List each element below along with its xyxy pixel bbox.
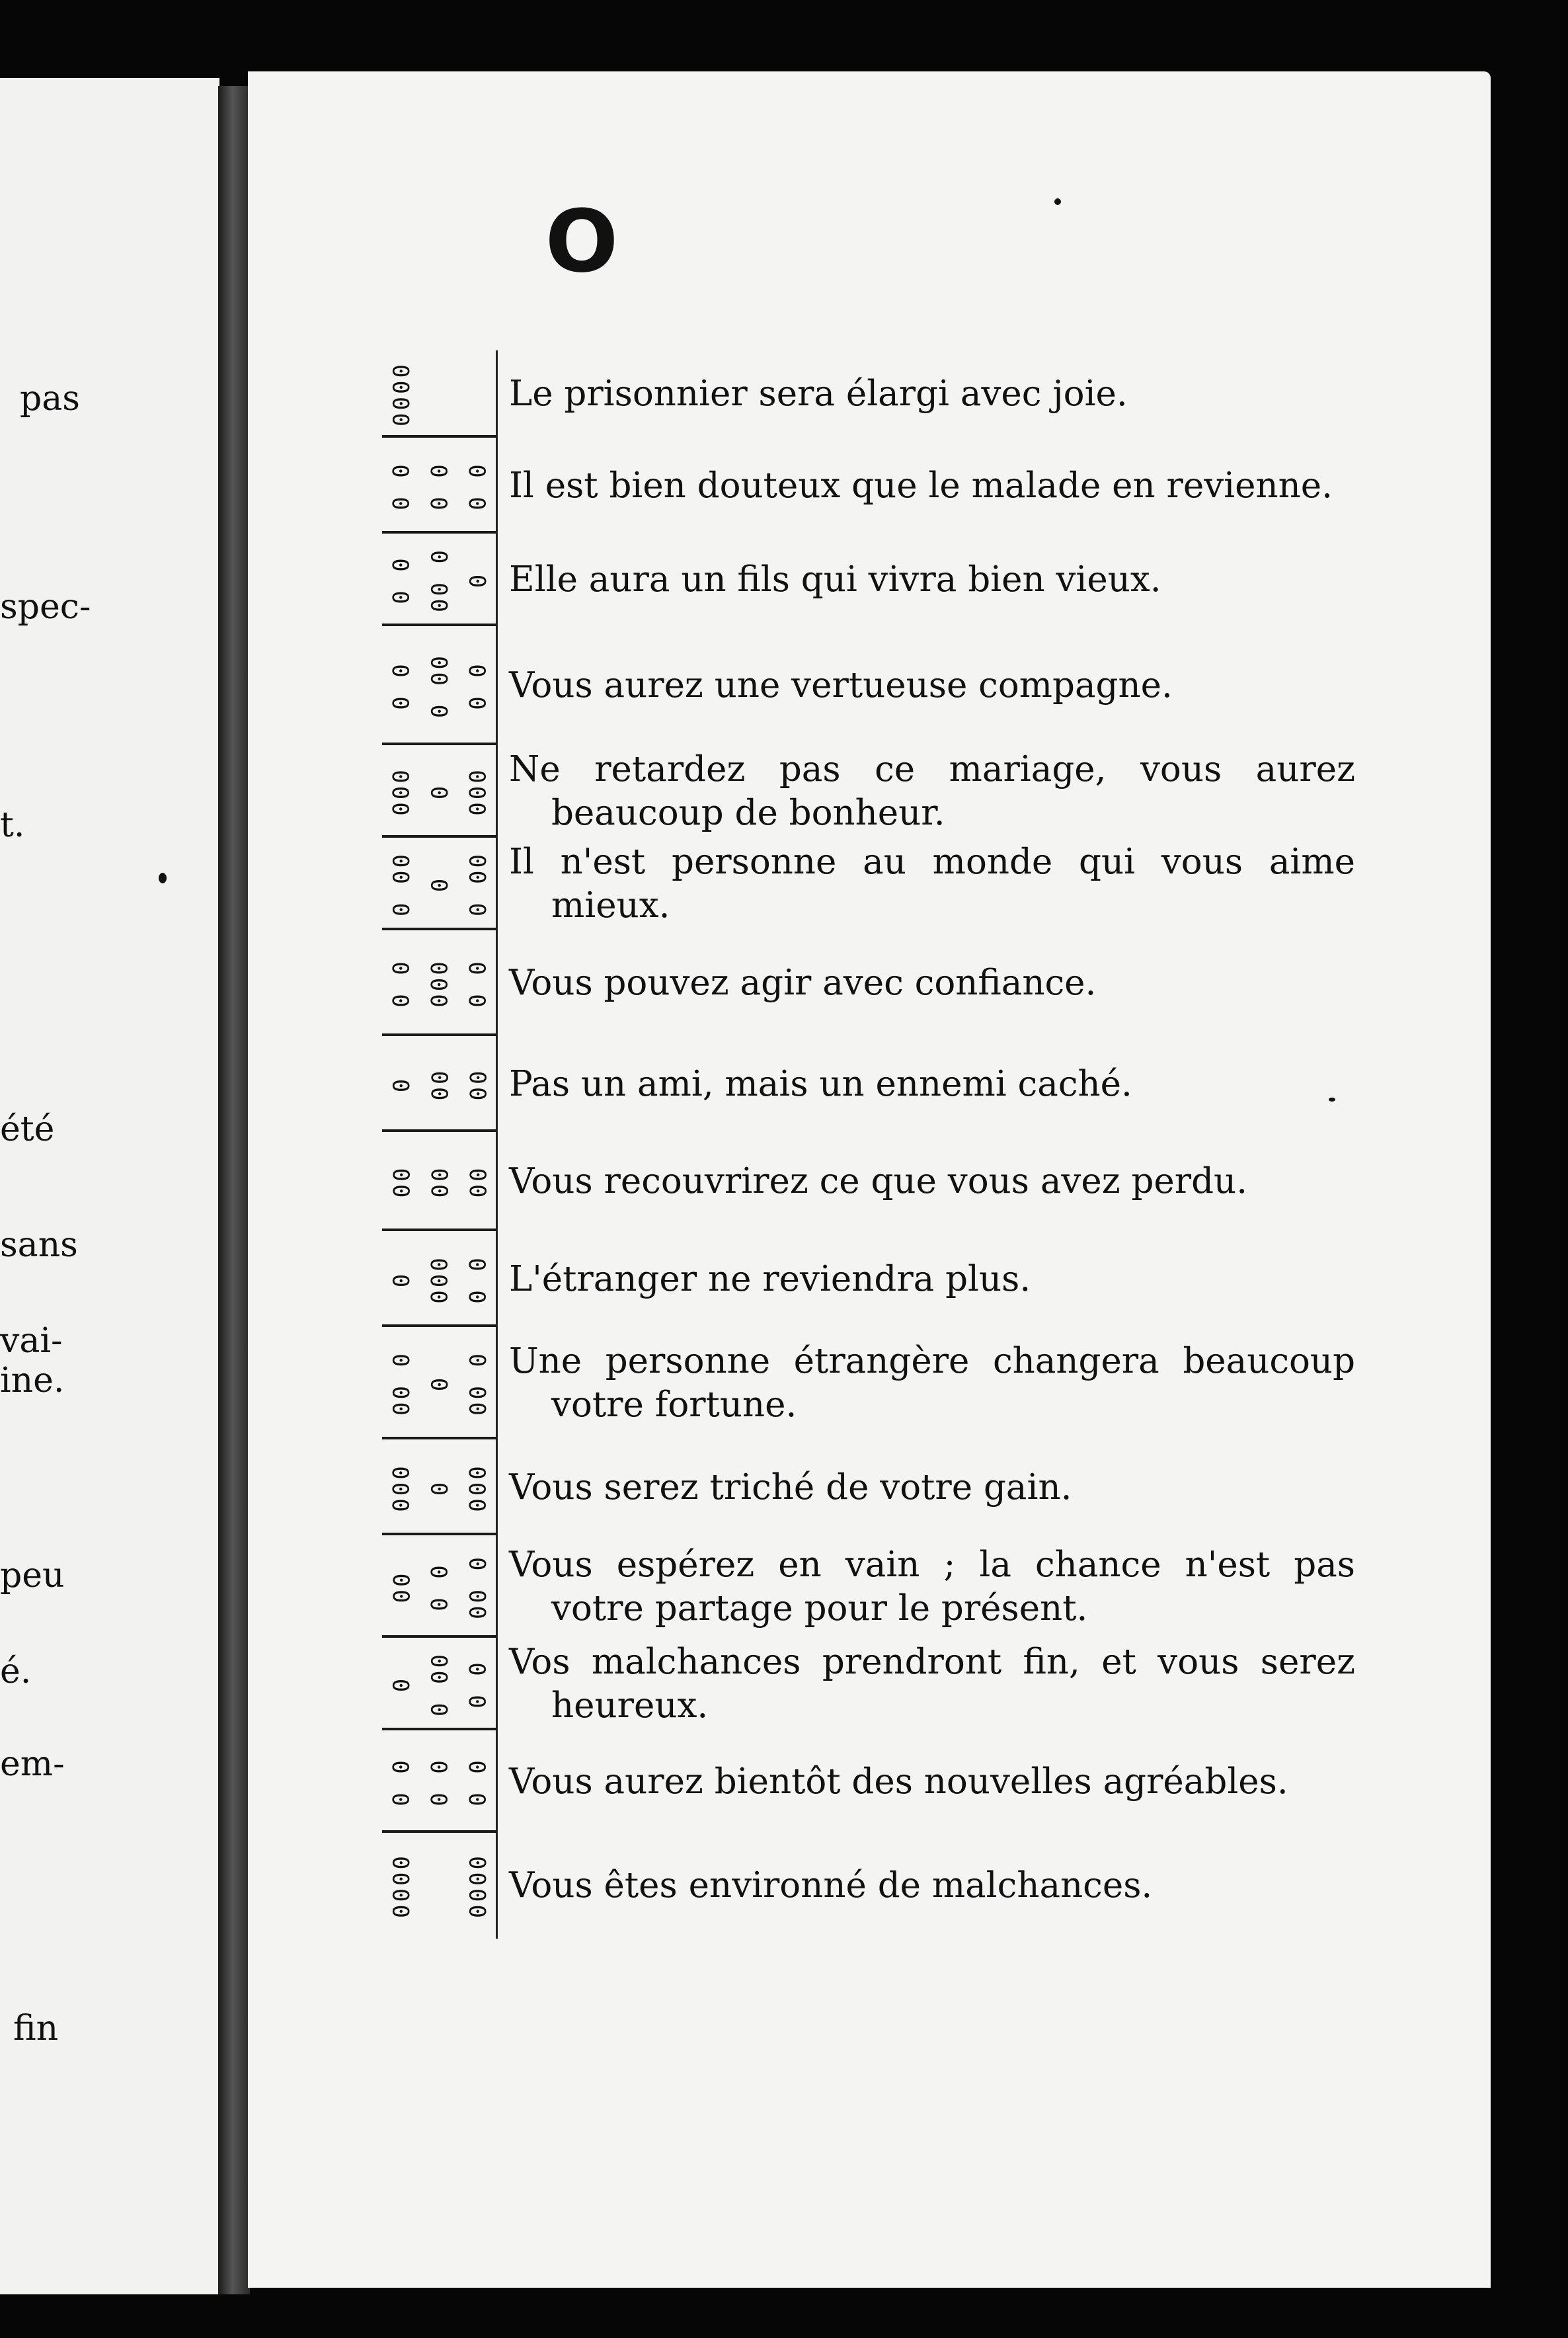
dot-code-value: 0 0 bbox=[389, 1757, 416, 1806]
dot-code-column bbox=[383, 1833, 420, 1939]
oracle-text bbox=[509, 1327, 1355, 1439]
oracle-text bbox=[509, 1036, 1355, 1132]
dot-code-value: 0 0 bbox=[465, 959, 492, 1008]
oracle-text bbox=[509, 930, 1355, 1036]
oracle-text-content: Il est bien douteux que le malade en revienne. bbox=[509, 465, 1333, 506]
dot-code-column bbox=[422, 350, 459, 438]
dot-code-column bbox=[460, 438, 497, 534]
dot-code-value: 0 0 bbox=[465, 1254, 492, 1304]
dot-code bbox=[377, 350, 498, 438]
dot-code-value: 00 0 bbox=[465, 1554, 492, 1619]
oracle-text bbox=[509, 838, 1355, 930]
dot-code-column bbox=[460, 534, 497, 626]
oracle-entry bbox=[377, 838, 1355, 930]
oracle-text-content: Vous aurez bientôt des nouvelles agréables. bbox=[509, 1761, 1288, 1802]
dot-code-column bbox=[383, 838, 420, 930]
dot-code-value: 000 bbox=[389, 1463, 416, 1512]
dot-code-value: 000 bbox=[389, 767, 416, 816]
oracle-text-content: Elle aura un fils qui vivra bien vieux. bbox=[509, 559, 1161, 600]
left-fragment: spec- bbox=[0, 587, 91, 627]
dot-code-value: 0 0 bbox=[389, 661, 416, 710]
dot-code-value: 0 bbox=[426, 1375, 453, 1392]
oracle-entry bbox=[377, 350, 1355, 438]
oracle-entry bbox=[377, 1327, 1355, 1439]
dot-code-column bbox=[383, 350, 420, 438]
oracle-text-content: Vous pouvez agir avec confiance. bbox=[509, 963, 1097, 1003]
oracle-text bbox=[509, 745, 1355, 838]
dot-code-column bbox=[422, 438, 459, 534]
left-fragment: pas bbox=[20, 379, 80, 419]
dot-code-value: 0 bbox=[426, 875, 453, 893]
dot-code-value: 0000 bbox=[389, 1853, 416, 1918]
oracle-entry bbox=[377, 1638, 1355, 1730]
dot-code-column bbox=[460, 1132, 497, 1231]
dot-code-column bbox=[422, 626, 459, 745]
dot-code-value: 00 0 bbox=[389, 1351, 416, 1416]
dot-code-column bbox=[422, 1132, 459, 1231]
dot-code-column bbox=[383, 1327, 420, 1439]
oracle-entry bbox=[377, 930, 1355, 1036]
dot-code-value: 00 0 bbox=[465, 1351, 492, 1416]
dot-code-value: 0 bbox=[388, 1675, 415, 1693]
left-fragment: t. bbox=[0, 805, 25, 845]
oracle-text bbox=[509, 1231, 1355, 1327]
dot-code-value: 0000 bbox=[465, 1853, 492, 1918]
dot-code-column bbox=[383, 438, 420, 534]
dot-code-column bbox=[460, 1638, 497, 1730]
dot-code-column bbox=[460, 1730, 497, 1833]
dot-code-column bbox=[422, 745, 459, 838]
dot-code-value: 0 0 bbox=[427, 1562, 454, 1611]
dot-code-value: 0 00 bbox=[427, 1652, 454, 1716]
dot-code-column bbox=[460, 838, 497, 930]
dot-code-value: 00 bbox=[465, 1068, 492, 1100]
dot-code-column bbox=[422, 1231, 459, 1327]
dot-code-column bbox=[422, 1036, 459, 1132]
oracle-text bbox=[509, 1638, 1355, 1730]
oracle-entry bbox=[377, 1439, 1355, 1535]
dot-code-value: 000 bbox=[427, 1254, 454, 1304]
dot-code-column bbox=[460, 1833, 497, 1939]
dot-code-column bbox=[460, 1231, 497, 1327]
dot-code-column bbox=[460, 1439, 497, 1535]
dot-code-value: 0 00 bbox=[465, 852, 492, 916]
dot-code-column bbox=[383, 745, 420, 838]
dot-code-value: 0 0 bbox=[427, 1757, 454, 1806]
dot-code bbox=[377, 930, 498, 1036]
oracle-text bbox=[509, 438, 1355, 534]
dot-code-value: 0 0 bbox=[465, 1660, 492, 1709]
left-fragment: sans bbox=[0, 1225, 78, 1265]
dot-code-value: 0 0 bbox=[389, 959, 416, 1008]
oracle-text-content: Vous recouvrirez ce que vous avez perdu. bbox=[509, 1161, 1248, 1201]
dot-code-column bbox=[422, 1535, 459, 1638]
oracle-table bbox=[377, 350, 1355, 1984]
dot-code bbox=[377, 1132, 498, 1231]
dot-code-column bbox=[422, 838, 459, 930]
oracle-text bbox=[509, 1535, 1355, 1638]
dot-code-column bbox=[460, 626, 497, 745]
oracle-text bbox=[509, 1833, 1355, 1939]
dot-code-value: 0 00 bbox=[427, 653, 454, 718]
oracle-entry bbox=[377, 1535, 1355, 1638]
dot-code-value: 0000 bbox=[389, 362, 416, 426]
oracle-text-content: Ne retardez pas ce mariage, vous aurez beaucoup de bonheur. bbox=[509, 749, 1355, 833]
oracle-entry bbox=[377, 1730, 1355, 1833]
dot-code-value: 00 bbox=[388, 1165, 415, 1198]
dot-code-column bbox=[422, 1638, 459, 1730]
dot-code-column bbox=[383, 1730, 420, 1833]
dot-code-column bbox=[422, 1439, 459, 1535]
speck bbox=[159, 873, 167, 883]
book-spine bbox=[218, 86, 250, 2294]
dot-code bbox=[377, 1535, 498, 1638]
left-fragment: été bbox=[0, 1109, 55, 1149]
oracle-text-content: Le prisonnier sera élargi avec joie. bbox=[509, 374, 1128, 414]
oracle-text-content: Vos malchances prendront fin, et vous serez heureux. bbox=[509, 1642, 1355, 1726]
dot-code bbox=[377, 438, 498, 534]
speck bbox=[1054, 198, 1061, 205]
dot-code-column bbox=[422, 534, 459, 626]
page-letter: O bbox=[545, 191, 619, 292]
dot-code-column bbox=[383, 1638, 420, 1730]
dot-code-value: 0 bbox=[388, 1076, 415, 1092]
dot-code-value: 00 bbox=[426, 1165, 453, 1198]
dot-code-column bbox=[422, 930, 459, 1036]
dot-code-column bbox=[460, 350, 497, 438]
oracle-text bbox=[509, 1132, 1355, 1231]
dot-code-value: 0 0 bbox=[389, 555, 416, 604]
oracle-text-content: Vous serez triché de votre gain. bbox=[509, 1467, 1072, 1508]
left-fragment: fin bbox=[13, 2009, 59, 2048]
dot-code-column bbox=[383, 1439, 420, 1535]
oracle-entry bbox=[377, 1833, 1355, 1939]
dot-code-value: 0 0 bbox=[465, 661, 492, 710]
dot-code-value: 0 bbox=[426, 1479, 453, 1496]
dot-code-value: 00 bbox=[465, 1165, 492, 1198]
dot-code bbox=[377, 534, 498, 626]
left-fragment: é. bbox=[0, 1652, 32, 1691]
dot-code-column bbox=[422, 1833, 459, 1939]
dot-code bbox=[377, 626, 498, 745]
oracle-text-content: Une personne étrangère changera beaucoup votre fortune. bbox=[509, 1341, 1355, 1425]
dot-code-column bbox=[422, 1327, 459, 1439]
dot-code-value: 0 bbox=[465, 571, 492, 588]
oracle-entry bbox=[377, 626, 1355, 745]
oracle-text bbox=[509, 626, 1355, 745]
dot-code bbox=[377, 1036, 498, 1132]
oracle-entry bbox=[377, 745, 1355, 838]
dot-code-column bbox=[383, 1535, 420, 1638]
oracle-text-content: Vous aurez une vertueuse compagne. bbox=[509, 665, 1173, 705]
dot-code bbox=[377, 1231, 498, 1327]
dot-code-column bbox=[383, 1132, 420, 1231]
dot-code-column bbox=[383, 1036, 420, 1132]
left-page bbox=[0, 78, 219, 2294]
oracle-text bbox=[509, 350, 1355, 438]
dot-code-column bbox=[460, 1327, 497, 1439]
oracle-text-content: Vous espérez en vain ; la chance n'est pas votre partage pour le présent. bbox=[509, 1544, 1355, 1629]
dot-code-column bbox=[460, 745, 497, 838]
dot-code-value: 0 00 bbox=[389, 852, 416, 916]
left-fragment: peu bbox=[0, 1556, 65, 1595]
oracle-entry bbox=[377, 1132, 1355, 1231]
dot-code bbox=[377, 1833, 498, 1939]
dot-code-value: 0 bbox=[388, 1271, 415, 1287]
dot-code-value: 000 bbox=[427, 959, 454, 1008]
oracle-text bbox=[509, 1439, 1355, 1535]
oracle-entry bbox=[377, 438, 1355, 534]
oracle-text bbox=[509, 1730, 1355, 1833]
oracle-text-content: L'étranger ne reviendra plus. bbox=[509, 1258, 1031, 1299]
dot-code-column bbox=[383, 930, 420, 1036]
dot-code-column bbox=[383, 626, 420, 745]
oracle-text bbox=[509, 534, 1355, 626]
dot-code bbox=[377, 838, 498, 930]
oracle-entry bbox=[377, 1231, 1355, 1327]
dot-code-column bbox=[422, 1730, 459, 1833]
speck bbox=[1329, 1098, 1335, 1102]
dot-code bbox=[377, 1327, 498, 1439]
oracle-text-content: Vous êtes environné de malchances. bbox=[509, 1865, 1153, 1906]
left-fragment: ine. bbox=[0, 1361, 65, 1400]
dot-code-value: 00 0 bbox=[427, 547, 454, 612]
dot-code-column bbox=[383, 534, 420, 626]
dot-code-value: 0 0 bbox=[465, 461, 492, 510]
dot-code-value: 0 0 bbox=[427, 461, 454, 510]
dot-code-column bbox=[460, 1036, 497, 1132]
dot-code bbox=[377, 1638, 498, 1730]
left-fragment: em- bbox=[0, 1744, 65, 1784]
dot-code bbox=[377, 745, 498, 838]
dot-code-value: 0 0 bbox=[465, 1757, 492, 1806]
dot-code bbox=[377, 1730, 498, 1833]
dot-code-value: 00 bbox=[388, 1570, 415, 1603]
dot-code-value: 0 0 bbox=[389, 461, 416, 510]
dot-code-column bbox=[460, 930, 497, 1036]
dot-code-column bbox=[460, 1535, 497, 1638]
oracle-text-content: Il n'est personne au monde qui vous aime mieux. bbox=[509, 842, 1355, 926]
oracle-entry bbox=[377, 534, 1355, 626]
dot-code-column bbox=[383, 1231, 420, 1327]
dot-code bbox=[377, 1439, 498, 1535]
dot-code-value: 000 bbox=[465, 767, 492, 816]
oracle-entry bbox=[377, 1036, 1355, 1132]
dot-code-value: 0 bbox=[426, 783, 453, 800]
left-fragment: vai- bbox=[0, 1321, 63, 1361]
oracle-text-content: Pas un ami, mais un ennemi caché. bbox=[509, 1063, 1132, 1104]
dot-code-value: 00 bbox=[426, 1068, 453, 1100]
dot-code-value: 000 bbox=[465, 1463, 492, 1512]
